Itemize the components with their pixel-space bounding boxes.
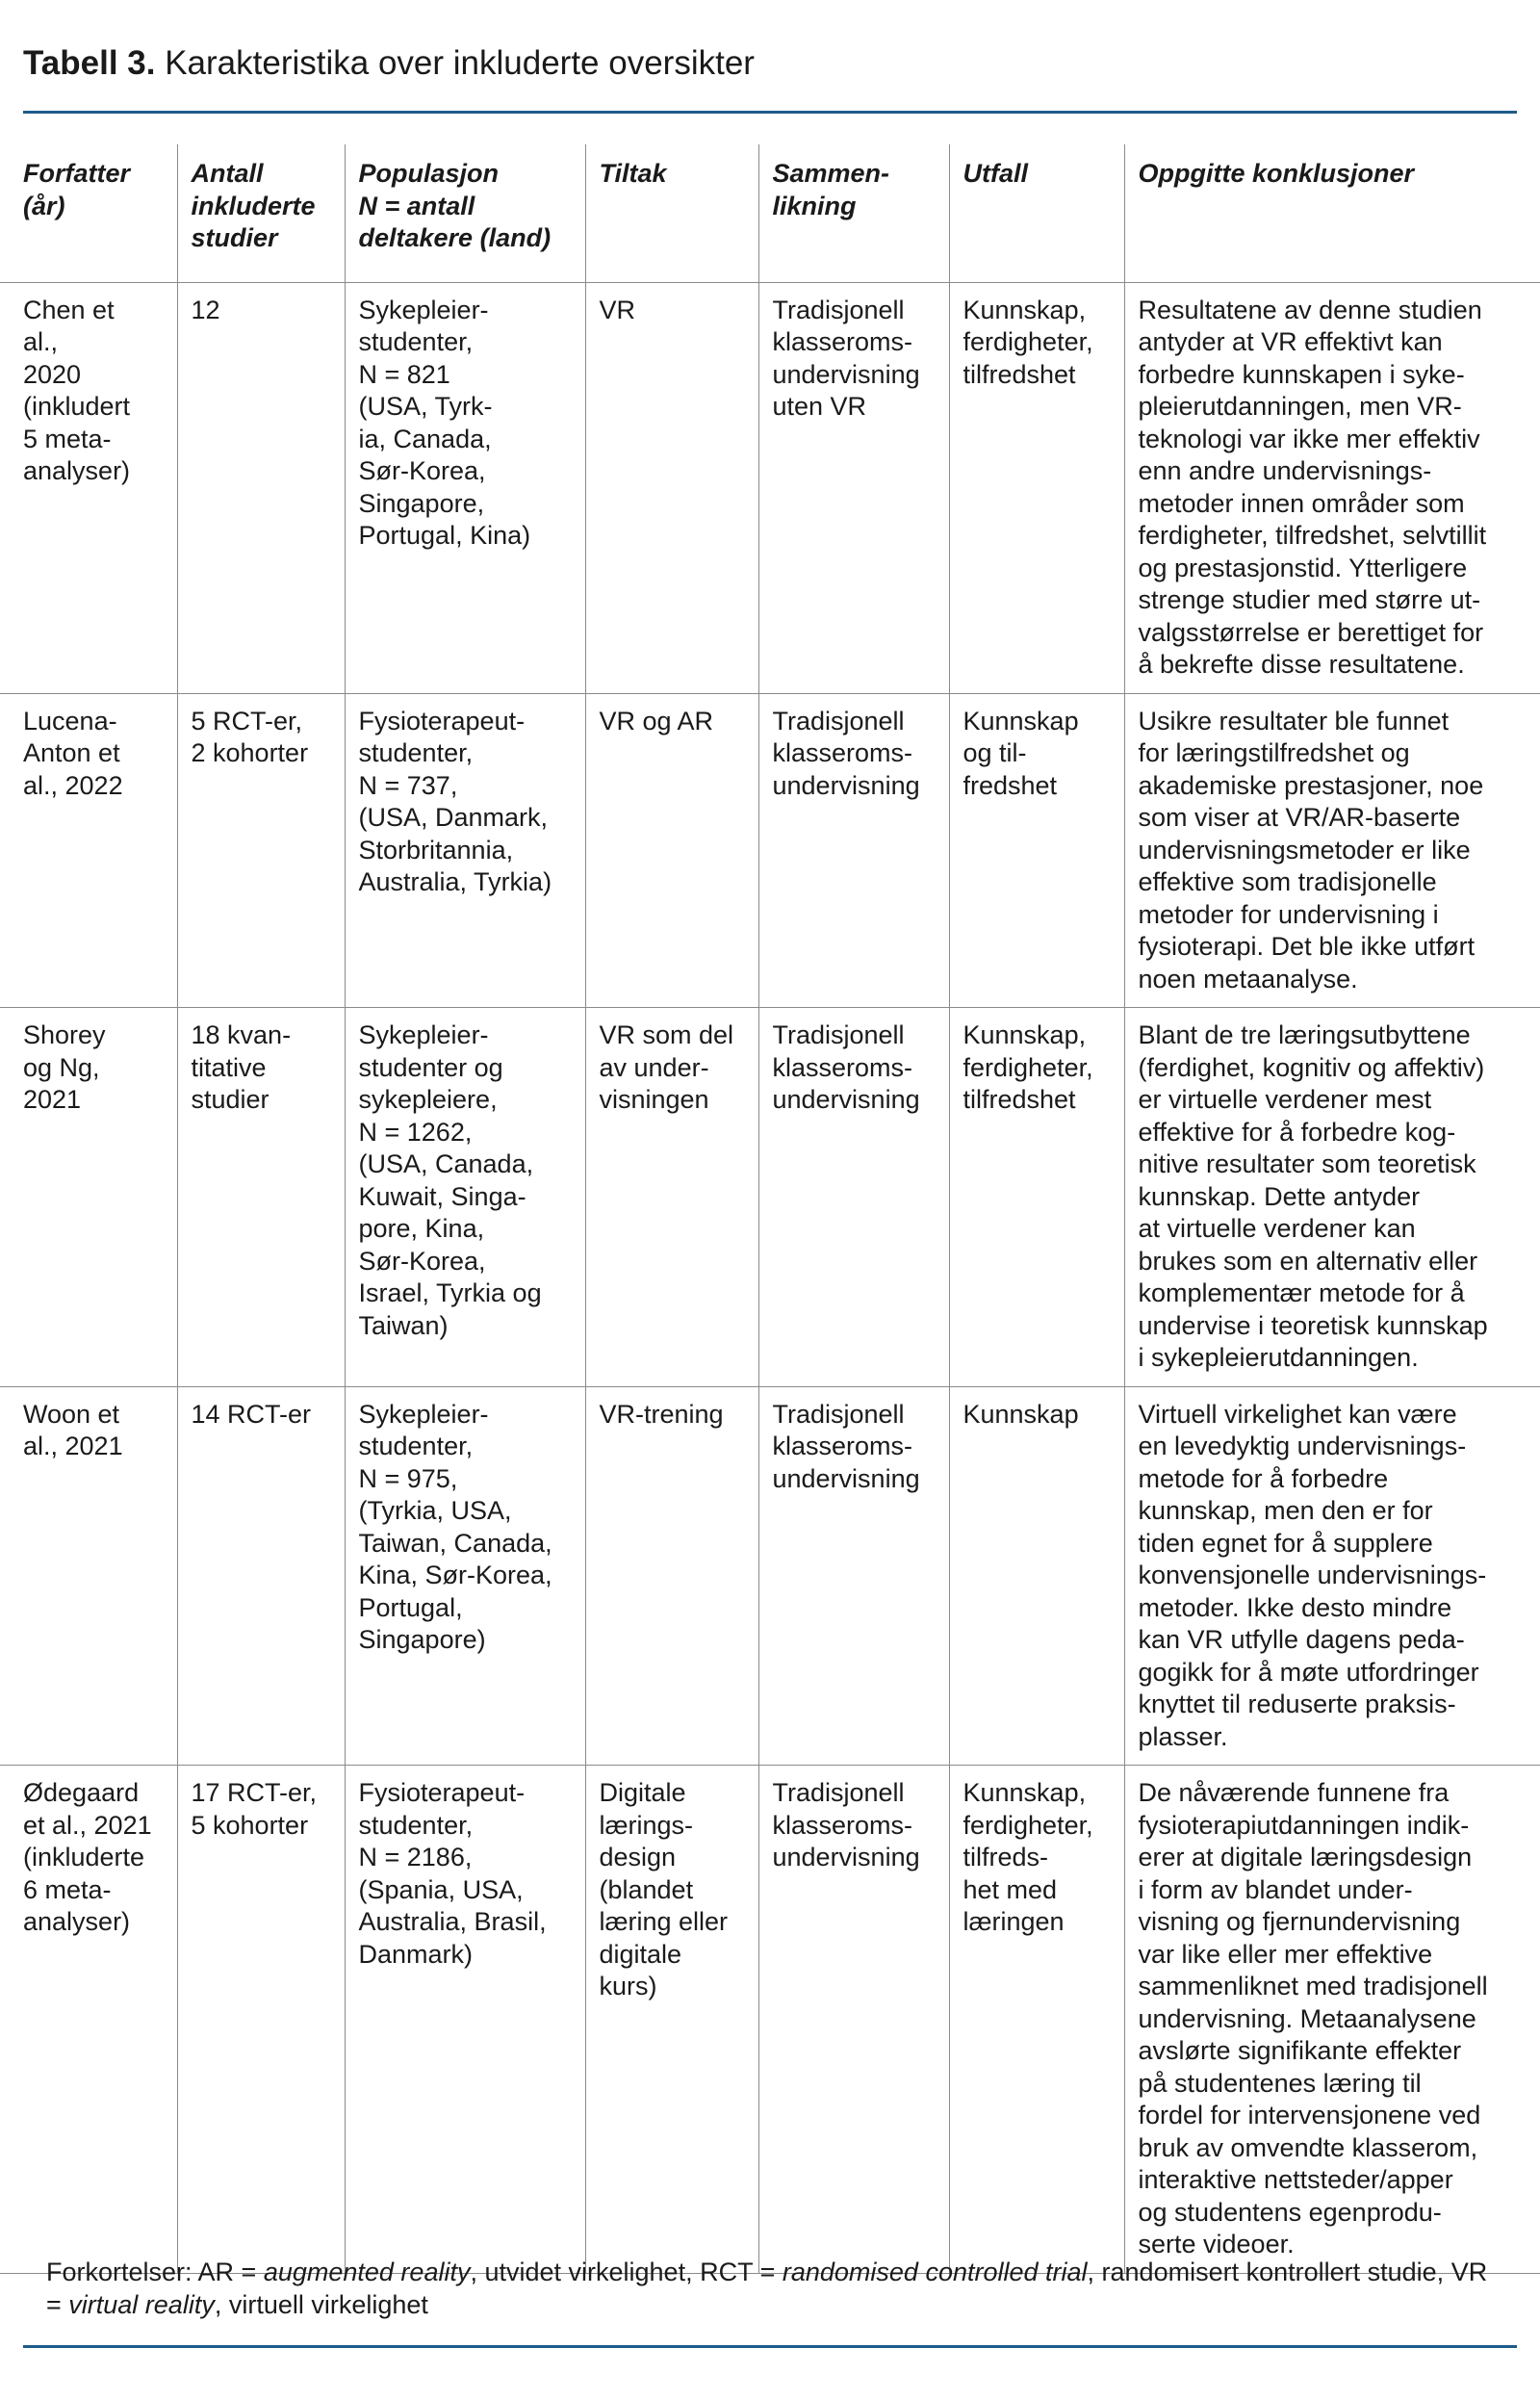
top-rule <box>23 111 1517 114</box>
table-row <box>0 1008 1540 1387</box>
table-caption: Karakteristika over inkluderte oversikter <box>165 44 755 82</box>
cell-author: Lucena- Anton et al., 2022 <box>0 693 177 1008</box>
cell-outcome: Kunnskap, ferdigheter, tilfredshet <box>949 282 1124 693</box>
table-title <box>23 42 755 85</box>
cell-comparison: Tradisjonell klasseroms- undervisning uten VR <box>758 282 949 693</box>
footnote-term-rct: randomised controlled trial <box>782 2258 1088 2286</box>
footnote-term-vr: virtual reality <box>68 2290 215 2319</box>
cell-intervention: VR <box>585 282 758 693</box>
cell-outcome: Kunnskap, ferdigheter, tilfredshet <box>949 1008 1124 1387</box>
cell-comparison: Tradisjonell klasseroms- undervisning <box>758 1386 949 1766</box>
cell-conclusions: Blant de tre læringsutbyttene (ferdighet, kognitiv og affektiv) er virtuelle verdener mest effektive for å forbedre kog- nitive resultater som teoretisk kunnskap. Dette antyder at virtuelle verdener kan brukes som en alternativ eller komplementær metode for å undervise i teoretisk kunnskap i sykepleierutdanningen. <box>1124 1008 1540 1387</box>
cell-conclusions: Usikre resultater ble funnet for læringstilfredshet og akademiske prestasjoner, noe som viser at VR/AR-baserte undervisningsmetoder er like effektive som tradisjonelle metoder for undervisning i fysioterapi. Det ble ikke utført noen metaanalyse. <box>1124 693 1540 1008</box>
cell-population: Sykepleier- studenter og sykepleiere, N = 1262, (USA, Canada, Kuwait, Singa- pore, Kina, Sør-Korea, Israel, Tyrkia og Taiwan) <box>345 1008 585 1387</box>
header-studies: Antall inkluderte studier <box>177 144 345 282</box>
footnote-text: , randomisert kontrollert studie, VR = <box>46 2258 1488 2319</box>
cell-population: Sykepleier- studenter, N = 821 (USA, Tyrk- ia, Canada, Sør-Korea, Singapore, Portugal, Kina) <box>345 282 585 693</box>
cell-intervention: VR-trening <box>585 1386 758 1766</box>
footnote-term-ar: augmented reality <box>263 2258 471 2286</box>
header-population: Populasjon N = antall deltakere (land) <box>345 144 585 282</box>
cell-author: Chen et al., 2020 (inkludert 5 meta- analyser) <box>23 295 131 485</box>
header-outcome: Utfall <box>949 144 1124 282</box>
cell-intervention: VR som del av under- visningen <box>585 1008 758 1387</box>
cell-conclusions: Resultatene av denne studien antyder at VR effektivt kan forbedre kunnskapen i syke- pleierutdanningen, men VR- teknologi var ikke mer effektiv enn andre undervisnings- metoder innen områder som ferdigheter, tilfredshet, selvtillit og prestasjonstid. Ytterligere strenge studier med større ut- valgsstørrelse er berettiget for å bekrefte disse resultatene. <box>1124 282 1540 693</box>
cell-population: Fysioterapeut- studenter, N = 2186, (Spania, USA, Australia, Brasil, Danmark) <box>345 1766 585 2274</box>
footnote-text: , utvidet virkelighet, RCT = <box>470 2258 783 2286</box>
cell-population: Fysioterapeut- studenter, N = 737, (USA, Danmark, Storbritannia, Australia, Tyrkia) <box>345 693 585 1008</box>
characteristics-table <box>0 144 1540 2274</box>
table-number: Tabell 3. <box>23 44 156 82</box>
cell-intervention: Digitale lærings- design (blandet læring eller digitale kurs) <box>585 1766 758 2274</box>
header-author: Forfatter (år) <box>0 144 177 282</box>
cell-outcome: Kunnskap og til- fredshet <box>949 693 1124 1008</box>
cell-studies: 14 RCT-er <box>177 1386 345 1766</box>
cell-author: Ødegaard et al., 2021 (inkluderte 6 meta- analyser) <box>0 1766 177 2274</box>
table-row <box>0 693 1540 1008</box>
cell-conclusions: Virtuell virkelighet kan være en levedyktig undervisnings- metode for å forbedre kunnskap, men den er for tiden egnet for å supplere konvensjonelle undervisnings- metoder. Ikke desto mindre kan VR utfylle dagens peda- gogikk for å møte utfordringer knyttet til reduserte praksis- plasser. <box>1124 1386 1540 1766</box>
header-row <box>0 144 1540 282</box>
footnote-text: Forkortelser: AR = <box>46 2258 264 2286</box>
footnote-text: , virtuell virkelighet <box>214 2290 428 2319</box>
header-intervention: Tiltak <box>585 144 758 282</box>
table-row <box>0 1386 1540 1766</box>
abbreviations-footnote <box>46 2256 1509 2321</box>
cell-population: Sykepleier- studenter, N = 975, (Tyrkia, USA, Taiwan, Canada, Kina, Sør-Korea, Portugal, Singapore) <box>345 1386 585 1766</box>
cell-author: Woon et al., 2021 <box>0 1386 177 1766</box>
table-row <box>0 1766 1540 2274</box>
table-row <box>0 282 1540 693</box>
cell-comparison: Tradisjonell klasseroms- undervisning <box>758 1766 949 2274</box>
cell-comparison: Tradisjonell klasseroms- undervisning <box>758 693 949 1008</box>
cell-intervention: VR og AR <box>585 693 758 1008</box>
header-comparison: Sammen- likning <box>758 144 949 282</box>
cell-studies: 17 RCT-er, 5 kohorter <box>177 1766 345 2274</box>
cell-studies: 12 <box>177 282 345 693</box>
header-conclusions: Oppgitte konklusjoner <box>1124 144 1540 282</box>
cell-outcome: Kunnskap, ferdigheter, tilfreds- het med læringen <box>949 1766 1124 2274</box>
cell-studies: 18 kvan- titative studier <box>177 1008 345 1387</box>
table-container <box>0 144 1540 2274</box>
bottom-rule <box>23 2345 1517 2348</box>
cell-studies: 5 RCT-er, 2 kohorter <box>177 693 345 1008</box>
cell-comparison: Tradisjonell klasseroms- undervisning <box>758 1008 949 1387</box>
cell-author: Shorey og Ng, 2021 <box>0 1008 177 1387</box>
cell-outcome: Kunnskap <box>949 1386 1124 1766</box>
cell-conclusions: De nåværende funnene fra fysioterapiutdanningen indik- erer at digitale læringsdesign i form av blandet under- visning og fjernundervisning var like eller mer effektive sammenliknet med tradisjonell undervisning. Metaanalysene avslørte signifikante effekter på studentenes læring til fordel for intervensjonene ved bruk av omvendte klasserom, interaktive nettsteder/apper og studentens egenprodu- serte videoer. <box>1124 1766 1540 2274</box>
